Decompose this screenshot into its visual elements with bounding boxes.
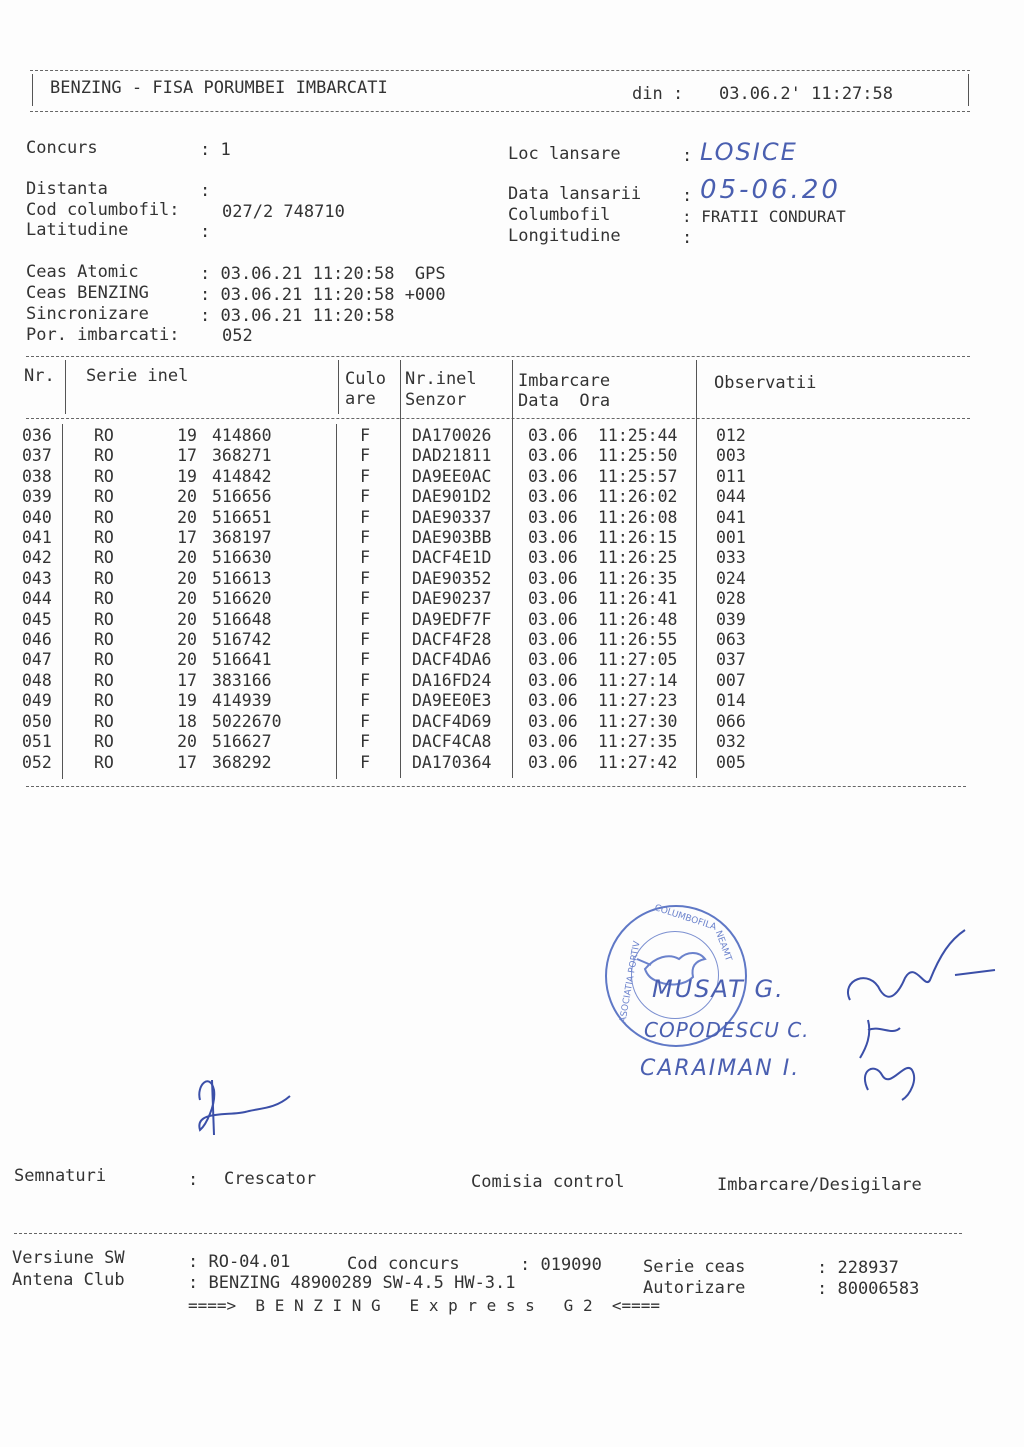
serie-ceas-value: : 228937 bbox=[817, 1258, 899, 1278]
row-time: 11:27:42 bbox=[598, 752, 678, 772]
row-country: RO bbox=[94, 609, 114, 629]
row-country: RO bbox=[94, 650, 114, 670]
signature-name-3: CARAIMAN I. bbox=[640, 1056, 801, 1081]
row-date: 03.06 bbox=[528, 426, 578, 445]
row-year: 19 bbox=[177, 426, 197, 445]
table-row bbox=[22, 630, 776, 650]
por-imbarcati-value: 052 bbox=[222, 326, 253, 346]
row-time: 11:26:02 bbox=[598, 487, 678, 507]
table-row bbox=[22, 426, 776, 446]
cod-columbofil-label: Cod columbofil: bbox=[26, 200, 180, 220]
row-ring: 516648 bbox=[212, 609, 272, 629]
row-sensor: DAE90337 bbox=[412, 507, 492, 527]
row-country: RO bbox=[94, 589, 114, 609]
table-row bbox=[22, 671, 776, 691]
row-nr: 047 bbox=[22, 650, 52, 670]
row-year: 17 bbox=[177, 446, 197, 466]
row-obs: 032 bbox=[716, 732, 746, 752]
row-ring: 368271 bbox=[212, 446, 272, 466]
table-row bbox=[22, 467, 776, 487]
row-sex: F bbox=[360, 446, 370, 466]
row-sensor: DA9EE0E3 bbox=[412, 691, 492, 711]
row-nr: 036 bbox=[22, 426, 52, 445]
din-value: 03.06.2' 11:27:58 bbox=[719, 84, 893, 104]
row-sex: F bbox=[360, 650, 370, 670]
row-year: 20 bbox=[177, 732, 197, 752]
columbofil-value: : FRATII CONDURAT bbox=[682, 207, 846, 226]
table-row bbox=[22, 732, 776, 752]
columbofil-label: Columbofil bbox=[508, 205, 611, 225]
table-row bbox=[22, 650, 776, 670]
row-ring: 516620 bbox=[212, 589, 272, 609]
row-sensor: DA170364 bbox=[412, 752, 492, 772]
row-time: 11:27:05 bbox=[598, 650, 678, 670]
concurs-value: : 1 bbox=[200, 140, 231, 160]
sincronizare-label: Sincronizare bbox=[26, 304, 149, 324]
row-ring: 516742 bbox=[212, 630, 272, 650]
row-sensor: DAE903BB bbox=[412, 528, 492, 548]
loc-lansare-label: Loc lansare bbox=[508, 144, 621, 164]
row-ring: 368292 bbox=[212, 752, 272, 772]
ceas-benzing-label: Ceas BENZING bbox=[26, 283, 149, 303]
col-header-imbarcare-2: Data Ora bbox=[518, 391, 611, 411]
row-nr: 037 bbox=[22, 446, 52, 466]
row-obs: 039 bbox=[716, 609, 746, 629]
row-year: 20 bbox=[177, 589, 197, 609]
header-left-border bbox=[32, 74, 33, 106]
row-ring: 516613 bbox=[212, 568, 272, 588]
table-top-rule bbox=[26, 356, 970, 357]
row-nr: 051 bbox=[22, 732, 52, 752]
row-year: 20 bbox=[177, 630, 197, 650]
por-imbarcati-label: Por. imbarcati: bbox=[26, 325, 180, 345]
row-nr: 046 bbox=[22, 630, 52, 650]
row-obs: 033 bbox=[716, 548, 746, 568]
col-divider-serie-head bbox=[338, 360, 339, 414]
row-year: 17 bbox=[177, 670, 197, 690]
semnaturi-label: Semnaturi bbox=[14, 1166, 107, 1186]
row-date: 03.06 bbox=[528, 528, 578, 548]
table-row bbox=[22, 548, 776, 568]
antena-club-label: Antena Club bbox=[12, 1270, 125, 1290]
table-row bbox=[22, 487, 776, 507]
row-sensor: DAE901D2 bbox=[412, 487, 492, 507]
row-time: 11:27:23 bbox=[598, 691, 678, 711]
row-obs: 003 bbox=[716, 446, 746, 466]
versiune-sw-value: : RO-04.01 bbox=[188, 1252, 291, 1272]
row-year: 20 bbox=[177, 507, 197, 527]
table-row bbox=[22, 569, 776, 589]
row-year: 17 bbox=[177, 528, 197, 548]
row-year: 18 bbox=[177, 711, 197, 731]
row-sex: F bbox=[360, 589, 370, 609]
row-nr: 045 bbox=[22, 609, 52, 629]
row-country: RO bbox=[94, 691, 114, 711]
row-sex: F bbox=[360, 732, 370, 752]
row-sensor: DA16FD24 bbox=[412, 670, 492, 690]
row-country: RO bbox=[94, 507, 114, 527]
row-time: 11:27:14 bbox=[598, 670, 678, 690]
stamp-text-right: NEAMT bbox=[712, 929, 734, 963]
row-sex: F bbox=[360, 426, 370, 445]
sincronizare-value: : 03.06.21 11:20:58 bbox=[200, 306, 395, 326]
table-header-rule bbox=[26, 418, 970, 419]
row-obs: 044 bbox=[716, 487, 746, 507]
row-time: 11:26:48 bbox=[598, 609, 678, 629]
row-nr: 050 bbox=[22, 711, 52, 731]
row-obs: 041 bbox=[716, 507, 746, 527]
row-year: 20 bbox=[177, 650, 197, 670]
cod-concurs-label: Cod concurs bbox=[347, 1254, 460, 1274]
row-obs: 066 bbox=[716, 711, 746, 731]
col-header-nr: Nr. bbox=[24, 366, 55, 386]
row-obs: 007 bbox=[716, 670, 746, 690]
row-sensor: DACF4D69 bbox=[412, 711, 492, 731]
stamp-text-left: ASOCIATIA PORTIV bbox=[618, 940, 643, 1024]
row-time: 11:25:57 bbox=[598, 466, 678, 486]
table-row bbox=[22, 712, 776, 732]
row-sex: F bbox=[360, 466, 370, 486]
col-header-observatii: Observatii bbox=[714, 373, 817, 393]
row-year: 19 bbox=[177, 691, 197, 711]
din-label: din : bbox=[632, 84, 684, 104]
row-obs: 028 bbox=[716, 589, 746, 609]
row-obs: 012 bbox=[716, 426, 746, 445]
row-country: RO bbox=[94, 752, 114, 772]
row-sex: F bbox=[360, 548, 370, 568]
row-country: RO bbox=[94, 487, 114, 507]
row-nr: 043 bbox=[22, 568, 52, 588]
row-time: 11:26:41 bbox=[598, 589, 678, 609]
latitudine-value: : bbox=[200, 222, 211, 242]
row-time: 11:25:50 bbox=[598, 446, 678, 466]
row-year: 20 bbox=[177, 548, 197, 568]
row-time: 11:26:55 bbox=[598, 630, 678, 650]
concurs-label: Concurs bbox=[26, 138, 98, 158]
ceas-benzing-value: : 03.06.21 11:20:58 +000 bbox=[200, 285, 446, 305]
row-country: RO bbox=[94, 528, 114, 548]
imbarcare-desigilare-label: Imbarcare/Desigilare bbox=[717, 1175, 922, 1195]
row-nr: 044 bbox=[22, 589, 52, 609]
row-time: 11:26:08 bbox=[598, 507, 678, 527]
col-header-nrinel-2: Senzor bbox=[405, 390, 467, 410]
comisia-control-label: Comisia control bbox=[471, 1172, 625, 1192]
table-row bbox=[22, 446, 776, 466]
distanta-value: : bbox=[200, 181, 211, 201]
table-row bbox=[22, 528, 776, 548]
row-sex: F bbox=[360, 691, 370, 711]
row-country: RO bbox=[94, 630, 114, 650]
col-header-culoare-1: Culo bbox=[345, 369, 386, 389]
row-sex: F bbox=[360, 528, 370, 548]
row-date: 03.06 bbox=[528, 568, 578, 588]
row-ring: 516627 bbox=[212, 732, 272, 752]
data-lansarii-label: Data lansarii bbox=[508, 184, 642, 204]
loc-lansare-sep: : bbox=[682, 146, 693, 166]
row-sensor: DAD21811 bbox=[412, 446, 492, 466]
table-bottom-rule bbox=[26, 786, 966, 787]
row-date: 03.06 bbox=[528, 752, 578, 772]
row-ring: 414860 bbox=[212, 426, 272, 445]
row-nr: 041 bbox=[22, 528, 52, 548]
row-nr: 039 bbox=[22, 487, 52, 507]
row-sensor: DACF4DA6 bbox=[412, 650, 492, 670]
versiune-sw-label: Versiune SW bbox=[12, 1248, 125, 1268]
row-nr: 052 bbox=[22, 752, 52, 772]
row-sex: F bbox=[360, 609, 370, 629]
row-ring: 516630 bbox=[212, 548, 272, 568]
row-ring: 383166 bbox=[212, 670, 272, 690]
row-ring: 516656 bbox=[212, 487, 272, 507]
row-obs: 011 bbox=[716, 466, 746, 486]
row-time: 11:26:35 bbox=[598, 568, 678, 588]
row-obs: 063 bbox=[716, 630, 746, 650]
row-obs: 037 bbox=[716, 650, 746, 670]
header-right-border bbox=[968, 74, 969, 106]
header-bottom-rule bbox=[30, 111, 970, 112]
row-sex: F bbox=[360, 711, 370, 731]
row-sensor: DACF4CA8 bbox=[412, 732, 492, 752]
col-divider-nr-head bbox=[65, 360, 66, 414]
row-date: 03.06 bbox=[528, 446, 578, 466]
row-date: 03.06 bbox=[528, 548, 578, 568]
row-obs: 005 bbox=[716, 752, 746, 772]
row-sex: F bbox=[360, 507, 370, 527]
row-year: 17 bbox=[177, 752, 197, 772]
header-top-rule bbox=[30, 70, 970, 71]
row-time: 11:25:44 bbox=[598, 426, 678, 445]
serie-ceas-label: Serie ceas bbox=[643, 1257, 746, 1277]
row-ring: 414939 bbox=[212, 691, 272, 711]
col-header-imbarcare-1: Imbarcare bbox=[518, 371, 611, 391]
row-sensor: DA9EE0AC bbox=[412, 466, 492, 486]
row-country: RO bbox=[94, 711, 114, 731]
row-obs: 014 bbox=[716, 691, 746, 711]
row-sensor: DACF4F28 bbox=[412, 630, 492, 650]
row-time: 11:26:15 bbox=[598, 528, 678, 548]
row-sensor: DAE90352 bbox=[412, 568, 492, 588]
row-date: 03.06 bbox=[528, 507, 578, 527]
row-country: RO bbox=[94, 466, 114, 486]
cod-concurs-value: : 019090 bbox=[520, 1255, 602, 1275]
row-country: RO bbox=[94, 446, 114, 466]
row-country: RO bbox=[94, 732, 114, 752]
row-sex: F bbox=[360, 568, 370, 588]
row-date: 03.06 bbox=[528, 487, 578, 507]
footer-rule bbox=[14, 1233, 962, 1234]
longitudine-value: : bbox=[682, 228, 693, 248]
row-date: 03.06 bbox=[528, 609, 578, 629]
data-lansarii-sep: : bbox=[682, 186, 693, 206]
ceas-atomic-label: Ceas Atomic bbox=[26, 262, 139, 282]
row-nr: 038 bbox=[22, 466, 52, 486]
loc-lansare-handwritten: LOSICE bbox=[700, 138, 798, 166]
row-sex: F bbox=[360, 752, 370, 772]
row-country: RO bbox=[94, 670, 114, 690]
autorizare-label: Autorizare bbox=[643, 1278, 746, 1298]
row-sensor: DACF4E1D bbox=[412, 548, 492, 568]
semnaturi-sep: : bbox=[188, 1170, 199, 1190]
row-date: 03.06 bbox=[528, 691, 578, 711]
table-row bbox=[22, 610, 776, 630]
table-row bbox=[22, 508, 776, 528]
row-time: 11:26:25 bbox=[598, 548, 678, 568]
table-row bbox=[22, 753, 776, 773]
autorizare-value: : 80006583 bbox=[817, 1279, 920, 1299]
col-header-culoare-2: are bbox=[345, 389, 376, 409]
row-country: RO bbox=[94, 426, 114, 445]
row-year: 20 bbox=[177, 487, 197, 507]
row-obs: 024 bbox=[716, 568, 746, 588]
col-header-serie: Serie inel bbox=[86, 366, 189, 386]
row-country: RO bbox=[94, 548, 114, 568]
row-date: 03.06 bbox=[528, 670, 578, 690]
row-year: 20 bbox=[177, 568, 197, 588]
row-sensor: DAE90237 bbox=[412, 589, 492, 609]
row-sex: F bbox=[360, 487, 370, 507]
row-obs: 001 bbox=[716, 528, 746, 548]
row-ring: 414842 bbox=[212, 466, 272, 486]
row-date: 03.06 bbox=[528, 732, 578, 752]
row-sensor: DA170026 bbox=[412, 426, 492, 445]
stamp-text-top: COLUMBOFILA bbox=[653, 903, 718, 933]
row-sex: F bbox=[360, 630, 370, 650]
table-row bbox=[22, 691, 776, 711]
row-year: 20 bbox=[177, 609, 197, 629]
row-date: 03.06 bbox=[528, 711, 578, 731]
row-ring: 368197 bbox=[212, 528, 272, 548]
row-time: 11:27:30 bbox=[598, 711, 678, 731]
row-ring: 516641 bbox=[212, 650, 272, 670]
row-nr: 049 bbox=[22, 691, 52, 711]
col-header-nrinel-1: Nr.inel bbox=[405, 369, 477, 389]
row-sensor: DA9EDF7F bbox=[412, 609, 492, 629]
row-year: 19 bbox=[177, 466, 197, 486]
latitudine-label: Latitudine bbox=[26, 220, 129, 240]
data-lansarii-handwritten: 05-06.20 bbox=[700, 175, 841, 205]
row-date: 03.06 bbox=[528, 650, 578, 670]
distanta-label: Distanta bbox=[26, 179, 108, 199]
ceas-atomic-value: : 03.06.21 11:20:58 GPS bbox=[200, 264, 446, 284]
table-row bbox=[22, 589, 776, 609]
row-nr: 040 bbox=[22, 507, 52, 527]
crescator-label: Crescator bbox=[224, 1169, 317, 1189]
row-date: 03.06 bbox=[528, 630, 578, 650]
row-country: RO bbox=[94, 568, 114, 588]
benzing-express-banner: ====> B E N Z I N G E x p r e s s G 2 <==== bbox=[188, 1296, 661, 1315]
row-sex: F bbox=[360, 670, 370, 690]
row-ring: 5022670 bbox=[212, 711, 282, 731]
row-time: 11:27:35 bbox=[598, 732, 678, 752]
signature-name-1: MUSAT G. bbox=[652, 975, 785, 1003]
document-title: BENZING - FISA PORUMBEI IMBARCATI bbox=[50, 78, 388, 98]
row-date: 03.06 bbox=[528, 589, 578, 609]
cod-columbofil-value: 027/2 748710 bbox=[222, 202, 345, 222]
antena-club-value: : BENZING 48900289 SW-4.5 HW-3.1 bbox=[188, 1273, 516, 1293]
row-ring: 516651 bbox=[212, 507, 272, 527]
signature-name-2: COPODESCU C. bbox=[644, 1018, 810, 1042]
pigeon-table bbox=[22, 426, 776, 773]
row-nr: 048 bbox=[22, 670, 52, 690]
longitudine-label: Longitudine bbox=[508, 226, 621, 246]
row-date: 03.06 bbox=[528, 466, 578, 486]
row-nr: 042 bbox=[22, 548, 52, 568]
